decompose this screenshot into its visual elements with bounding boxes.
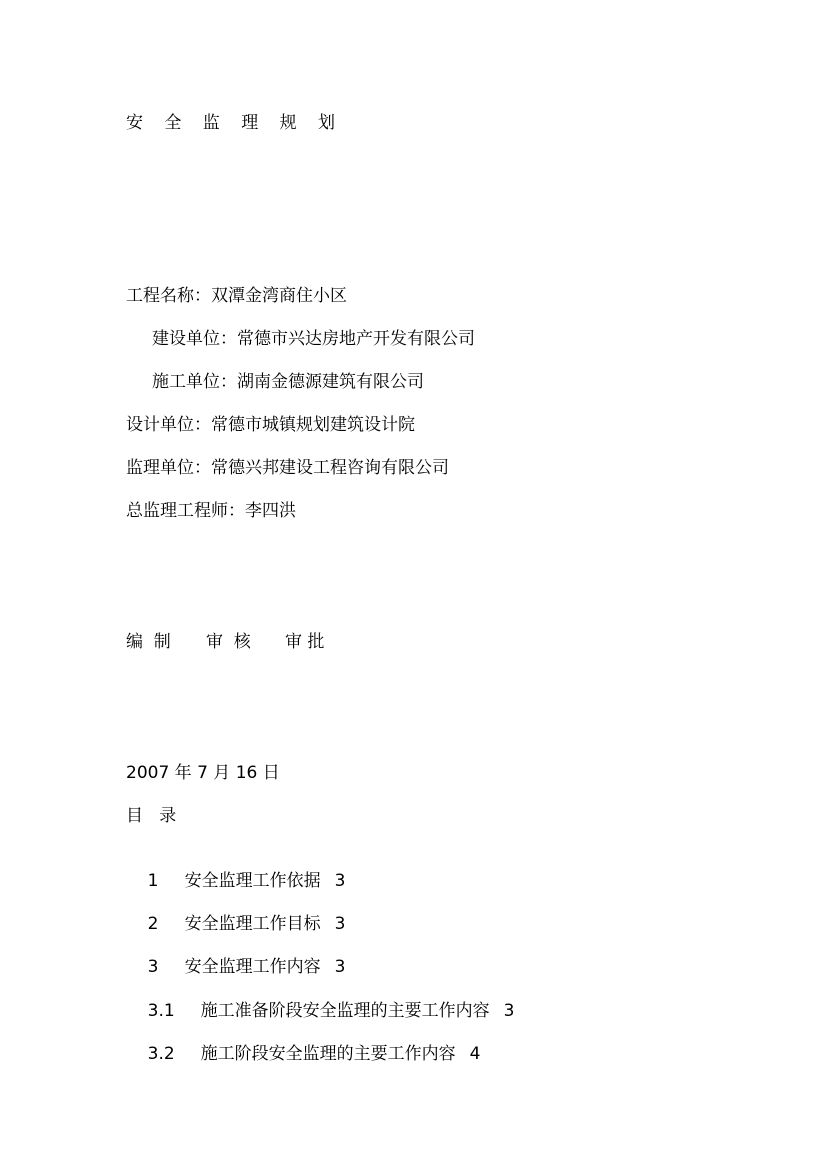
toc-heading: 目 录 xyxy=(126,806,177,826)
toc-item-number: 1 xyxy=(147,871,159,891)
signature-compile: 编 制 xyxy=(126,632,171,652)
toc-item-number: 3.1 xyxy=(147,1001,175,1021)
toc-item-number: 3 xyxy=(147,957,159,977)
toc-item[interactable] xyxy=(126,1021,480,1087)
builder-unit-line: 施工单位：湖南金德源建筑有限公司 xyxy=(152,372,424,392)
toc-item-page: 3 xyxy=(334,871,346,891)
chief-engineer-line: 总监理工程师：李四洪 xyxy=(126,501,296,521)
toc-item-page: 3 xyxy=(503,1001,515,1021)
document-date: 2007 年 7 月 16 日 xyxy=(126,763,280,783)
signature-review: 审 核 xyxy=(206,632,251,652)
project-name-line: 工程名称：双潭金湾商住小区 xyxy=(126,286,347,306)
toc-item-number: 3.2 xyxy=(147,1044,175,1064)
document-title: 安 全 监 理 规 划 xyxy=(126,113,344,133)
construction-unit-line: 建设单位：常德市兴达房地产开发有限公司 xyxy=(152,329,475,349)
toc-item-page: 3 xyxy=(334,957,346,977)
toc-item-page: 4 xyxy=(469,1044,481,1064)
toc-item-title: 施工阶段安全监理的主要工作内容 xyxy=(200,1044,456,1064)
signature-approve: 审 批 xyxy=(285,632,325,652)
supervision-unit-line: 监理单位：常德兴邦建设工程咨询有限公司 xyxy=(126,458,449,478)
design-unit-line: 设计单位：常德市城镇规划建筑设计院 xyxy=(126,415,415,435)
toc-item-title: 安全监理工作目标 xyxy=(184,914,321,934)
toc-item-title: 施工准备阶段安全监理的主要工作内容 xyxy=(200,1001,490,1021)
toc-item-number: 2 xyxy=(147,914,159,934)
toc-item-title: 安全监理工作依据 xyxy=(184,871,321,891)
toc-item-page: 3 xyxy=(334,914,346,934)
toc-item-title: 安全监理工作内容 xyxy=(184,957,321,977)
